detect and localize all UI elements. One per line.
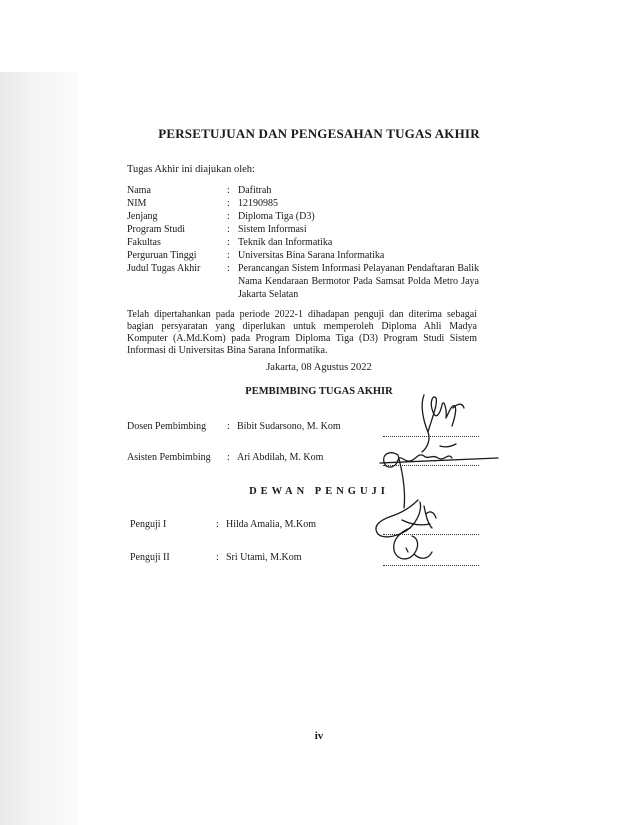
role-colon: : bbox=[227, 452, 230, 463]
info-label: Nama bbox=[127, 185, 151, 196]
info-value: Universitas Bina Sarana Informatika bbox=[238, 250, 385, 261]
pembimbing-heading: PEMBIMBING TUGAS AKHIR bbox=[245, 386, 393, 397]
page-number: iv bbox=[314, 730, 324, 742]
info-value: 12190985 bbox=[238, 198, 278, 209]
signature-asisten-pembimbing bbox=[380, 444, 498, 508]
info-label: Fakultas bbox=[127, 237, 161, 248]
info-value: Teknik dan Informatika bbox=[238, 237, 333, 248]
info-value: Diploma Tiga (D3) bbox=[238, 211, 315, 222]
signature-dosen-pembimbing bbox=[422, 395, 464, 452]
info-colon: : bbox=[227, 211, 230, 222]
penguji-heading: DEWAN PENGUJI bbox=[249, 486, 389, 497]
city-date: Jakarta, 08 Agustus 2022 bbox=[266, 362, 372, 373]
document-title: PERSETUJUAN DAN PENGESAHAN TUGAS AKHIR bbox=[158, 126, 480, 141]
info-label: Program Studi bbox=[127, 224, 186, 235]
intro-text: Tugas Akhir ini diajukan oleh: bbox=[127, 164, 255, 175]
role-colon: : bbox=[216, 519, 219, 530]
info-colon: : bbox=[227, 224, 230, 235]
role-label: Dosen Pembimbing bbox=[127, 421, 207, 432]
role-colon: : bbox=[216, 552, 219, 563]
info-colon: : bbox=[227, 185, 230, 196]
signature-penguji-1 bbox=[376, 500, 436, 537]
info-label: Jenjang bbox=[127, 211, 158, 222]
examiner-name: Sri Utami, M.Kom bbox=[226, 552, 302, 563]
approval-paragraph: Telah dipertahankan pada periode 2022-1 dihadapan penguji dan diterima sebagai bagian persyaratan yang diperlukan untuk memperoleh Diploma Ahli Madya Komputer (A.Md.Kom) pada Program Diploma Tiga (D3) Program Studi Sistem Informasi di Universitas Bina Sarana Informatika. bbox=[127, 309, 477, 356]
role-colon: : bbox=[227, 421, 230, 432]
signature-penguji-2 bbox=[394, 528, 432, 559]
examiner-name: Hilda Amalia, M.Kom bbox=[226, 519, 316, 530]
supervisor-name: Bibit Sudarsono, M. Kom bbox=[237, 421, 341, 432]
info-label: Perguruan Tinggi bbox=[127, 250, 197, 261]
role-label: Penguji II bbox=[130, 552, 170, 563]
info-colon: : bbox=[227, 237, 230, 248]
info-label: NIM bbox=[127, 198, 147, 209]
info-value: Perancangan Sistem Informasi Pelayanan Pendaftaran Balik Nama Kendaraan Bermotor Pada Samsat Polda Metro Jaya Jakarta Selatan bbox=[238, 263, 479, 300]
role-label: Asisten Pembimbing bbox=[127, 452, 211, 463]
info-value: Dafitrah bbox=[238, 185, 272, 196]
info-colon: : bbox=[227, 198, 230, 209]
info-value: Sistem Informasi bbox=[238, 224, 307, 235]
supervisor-name: Ari Abdilah, M. Kom bbox=[237, 452, 324, 463]
info-colon: : bbox=[227, 250, 230, 261]
info-colon: : bbox=[227, 263, 230, 274]
info-label: Judul Tugas Akhir bbox=[127, 263, 201, 274]
role-label: Penguji I bbox=[130, 519, 167, 530]
